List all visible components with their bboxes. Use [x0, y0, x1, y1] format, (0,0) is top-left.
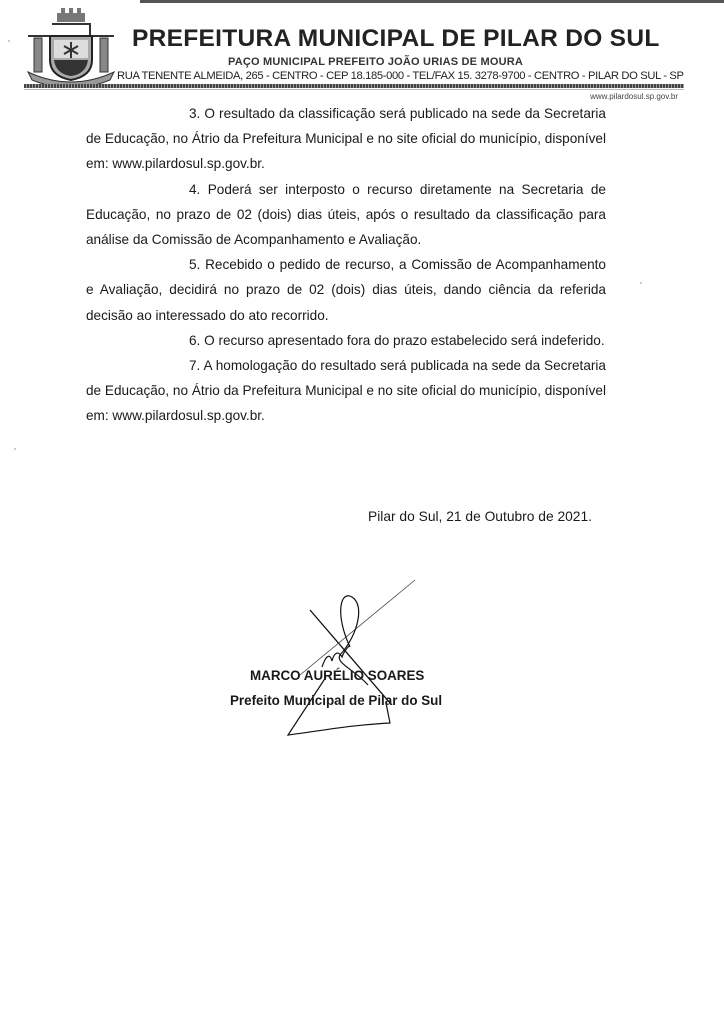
- document-body: [86, 101, 606, 429]
- paragraph-4: 4. Poderá ser interposto o recurso diretamente na Secretaria de Educação, no prazo de 02 (dois) dias úteis, após o resultado da classificação para análise da Comissão de Acompanhamento e Avaliação.: [86, 181, 606, 248]
- paragraph-7: 7. A homologação do resultado será publicada na sede da Secretaria de Educação, no Átrio da Prefeitura Municipal e no site oficial do município, disponível em: www.pilardosul.sp.gov.br.: [86, 358, 606, 424]
- signatory-role: Prefeito Municipal de Pilar do Sul: [230, 693, 443, 708]
- scan-speck: [8, 40, 10, 42]
- header-address: RUA TENENTE ALMEIDA, 265 - CENTRO - CEP 18.185-000 - TEL/FAX 15. 3278-9700 - CENTRO - PILAR DO SUL - SP: [117, 70, 684, 82]
- date-line: Pilar do Sul, 21 de Outubro de 2021.: [368, 509, 592, 524]
- municipal-coat-of-arms-icon: [24, 6, 118, 88]
- paragraph-6: 6. O recurso apresentado fora do prazo estabelecido será indeferido.: [189, 332, 605, 348]
- handwritten-signature: [240, 575, 440, 745]
- scan-top-edge: [140, 0, 724, 3]
- header-divider-thin: [24, 89, 684, 90]
- signatory-name: MARCO AURÉLIO SOARES: [250, 668, 425, 683]
- scan-speck: [14, 448, 16, 450]
- scan-speck: [640, 282, 642, 284]
- header-divider: [24, 84, 684, 88]
- paragraph-5: 5. Recebido o pedido de recurso, a Comissão de Acompanhamento e Avaliação, decidirá no prazo de 02 (dois) dias úteis, dando ciência da referida decisão ao interessado do ato recorrido.: [86, 257, 606, 323]
- header-website: www.pilardosul.sp.gov.br: [590, 92, 678, 101]
- paragraph-3: 3. O resultado da classificação será publicado na sede da Secretaria de Educação, no Átrio da Prefeitura Municipal e no site oficial do município, disponível em: www.pilardosul.sp.gov.br.: [86, 106, 606, 172]
- header-subtitle: PAÇO MUNICIPAL PREFEITO JOÃO URIAS DE MOURA: [228, 56, 524, 68]
- header-title: PREFEITURA MUNICIPAL DE PILAR DO SUL: [132, 25, 660, 52]
